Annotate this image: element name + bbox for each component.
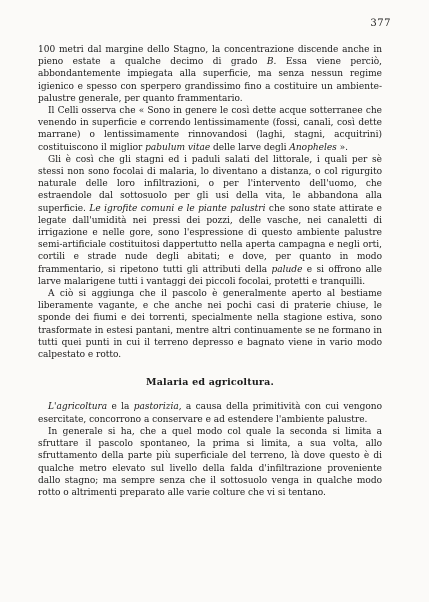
text-run: , a causa della primitività con cui vengono esercitate, concorrono a conservare e ad estendere l'ambiente palustre.	[38, 402, 382, 425]
text-run: Il Celli osserva che « Sono in genere le così dette acque sotterranee che venendo in superficie e correndo lentissimamente (fossi, canali, così dette marrane) o lentissimamente rinnovandosi (laghi, stagni, acquitrini) costituiscono il miglior	[38, 106, 382, 153]
italic-text: Anopheles	[289, 142, 337, 153]
page-content	[38, 44, 382, 499]
italic-text: L'agricoltura	[48, 402, 108, 413]
paragraph-p3	[38, 154, 382, 288]
text-run: e la	[107, 402, 134, 413]
section-title: Malaria ed agricoltura.	[145, 377, 274, 389]
paragraph-p2	[38, 105, 382, 154]
italic-text: pabulum vitae	[145, 142, 211, 153]
paragraph-p4	[38, 288, 382, 361]
paragraph-p6	[38, 426, 382, 499]
text-run: 100 metri dal margine dello Stagno, la concentrazione discende anche in pieno estate a qualche decimo di grado	[38, 45, 382, 68]
text-run: Essa viene perciò, abbondantemente impiegata alla superficie, ma senza nessun regime igienico e spesso con sperpero grandissimo fino a costituire un ambiente-palustre generale, per quanto frammentario.	[38, 57, 382, 104]
paragraph-p1	[38, 44, 382, 105]
text-run: In generale si ha, che a quel modo col quale la seconda si limita a sfruttare il pascolo spontaneo, la prima si limita, a sua volta, allo sfruttamento della parte più superficiale del terreno, là dove questo è di qualche metro elevato sul livello della falda d'infiltrazione proveniente dallo stagno; ma sempre senza che il sottosuolo venga in qualche modo rotto o altrimenti preparato alle varie colture che vi si tentano.	[38, 426, 382, 498]
text-run: Gli è così che gli stagni ed i paduli salati del littorale, i quali per sè stessi non sono focolai di malaria, lo diventano a distanza, o col rigurgito naturale delle loro infiltrazioni, o per l'intervento dell'uomo, che estraendole dal sottosuolo per gli usi della vita, le abbandona alla superficie.	[38, 154, 382, 214]
text-run: che sono state attirate e legate dall'umidità nei pressi dei pozzi, delle vasche, nei canaletti di irrigazione e nelle gore, sono l'espressione di questo ambiente palustre semi-artificiale costituitosi dappertutto nella aperta campagna e negli orti, cortili e strade nude degli abitati; e dove, per quanto in modo frammentario, si ripetono tutti gli attributi della	[38, 203, 382, 275]
text-run: delle larve degli	[210, 142, 290, 153]
italic-text: palude	[271, 264, 303, 275]
paragraph-p5	[38, 401, 382, 425]
body-text-after-section	[38, 401, 382, 499]
body-text-before-section	[38, 44, 382, 361]
text-run: A ciò si aggiunga che il pascolo è generalmente aperto al bestiame liberamente vagante, e che anche nei pochi casi di praterie chiuse, le sponde dei fiumi e dei torrenti, specialmente nella stagione estiva, sono trasformate in estesi pantani, mentre altri continuamente se ne formano in tutti quei punti in cui il terreno depresso e bagnato viene in vario modo calpestato e rotto.	[38, 289, 382, 361]
italic-text: Le igrofite comuni e le piante palustri	[89, 203, 266, 214]
italic-text: B.	[266, 57, 277, 68]
text-run: e si offrono alle larve malarigene tutti i vantaggi dei piccoli focolai, protetti e tranquilli.	[38, 264, 382, 287]
page-number: 377	[370, 18, 391, 29]
text-run: ».	[336, 142, 349, 153]
italic-text: pastorizia	[133, 402, 179, 413]
